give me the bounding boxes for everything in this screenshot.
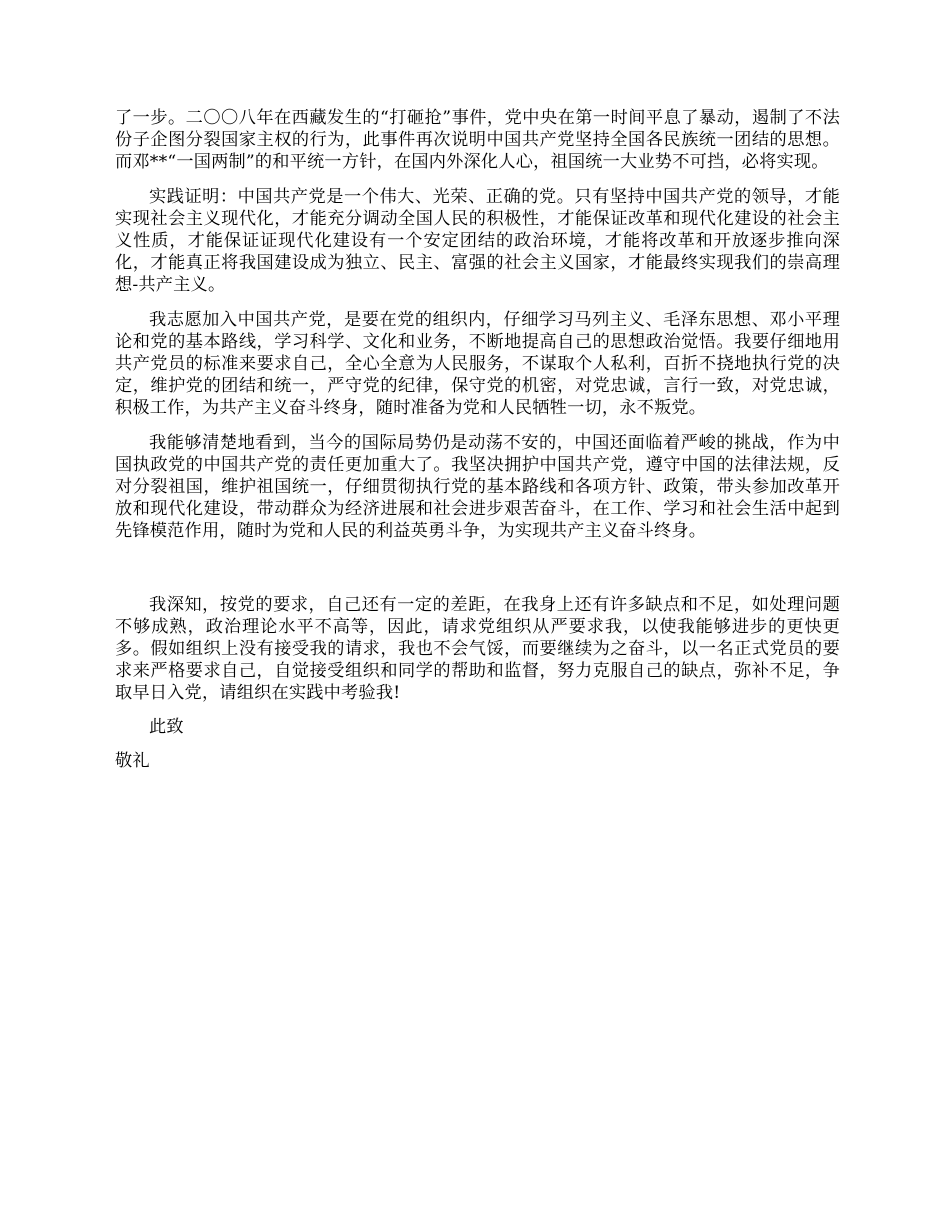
paragraph-2: 实践证明：中国共产党是一个伟大、光荣、正确的党。只有坚持中国共产党的领导，才能实现社会主义现代化，才能充分调动全国人民的积极性，才能保证改革和现代化建设的社会主义性质，才能保证证现代化建设有一个安定团结的政治环境，才能将改革和开放逐步推向深化，才能真正将我国建设成为独立、民主、富强的社会主义国家，才能最终实现我们的崇高理想-共产主义。	[115, 187, 840, 295]
paragraph-1: 了一步。二〇〇八年在西藏发生的“打砸抢”事件，党中央在第一时间平息了暴动，遏制了不法份子企图分裂国家主权的行为，此事件再次说明中国共产党坚持全国各民族统一团结的思想。而邓**“一国两制”的和平统一方针，在国内外深化人心，祖国统一大业势不可挡，必将实现。	[115, 108, 840, 172]
closing-salutation: 此致	[149, 717, 184, 737]
closing-regards: 敬礼	[115, 751, 150, 771]
paragraph-5: 我深知，按党的要求，自己还有一定的差距，在我身上还有许多缺点和不足，如处理问题不够成熟，政治理论水平不高等，因此，请求党组织从严要求我，以使我能够进步的更快更多。假如组织上没有接受我的请求，我也不会气馁，而要继续为之奋斗，以一名正式党员的要求来严格要求自己，自觉接受组织和同学的帮助和监督，努力克服自己的缺点，弥补不足，争取早日入党，请组织在实践中考验我!	[115, 595, 840, 703]
document-page	[115, 107, 840, 772]
paragraph-3: 我志愿加入中国共产党，是要在党的组织内，仔细学习马列主义、毛泽东思想、邓小平理论和党的基本路线，学习科学、文化和业务，不断地提高自己的思想政治觉悟。我要仔细地用共产党员的标准来要求自己，全心全意为人民服务，不谋取个人私利，百折不挠地执行党的决定，维护党的团结和统一，严守党的纪律，保守党的机密，对党忠诚，言行一致，对党忠诚，积极工作，为共产主义奋斗终身，随时准备为党和人民牺牲一切，永不叛党。	[115, 310, 840, 418]
paragraph-4: 我能够清楚地看到，当今的国际局势仍是动荡不安的，中国还面临着严峻的挑战，作为中国执政党的中国共产党的责任更加重大了。我坚决拥护中国共产党，遵守中国的法律法规，反对分裂祖国，维护祖国统一，仔细贯彻执行党的基本路线和各项方针、政策，带头参加改革开放和现代化建设，带动群众为经济进展和社会进步艰苦奋斗，在工作、学习和社会生活中起到先锋模范作用，随时为党和人民的利益英勇斗争，为实现共产主义奋斗终身。	[115, 433, 840, 541]
